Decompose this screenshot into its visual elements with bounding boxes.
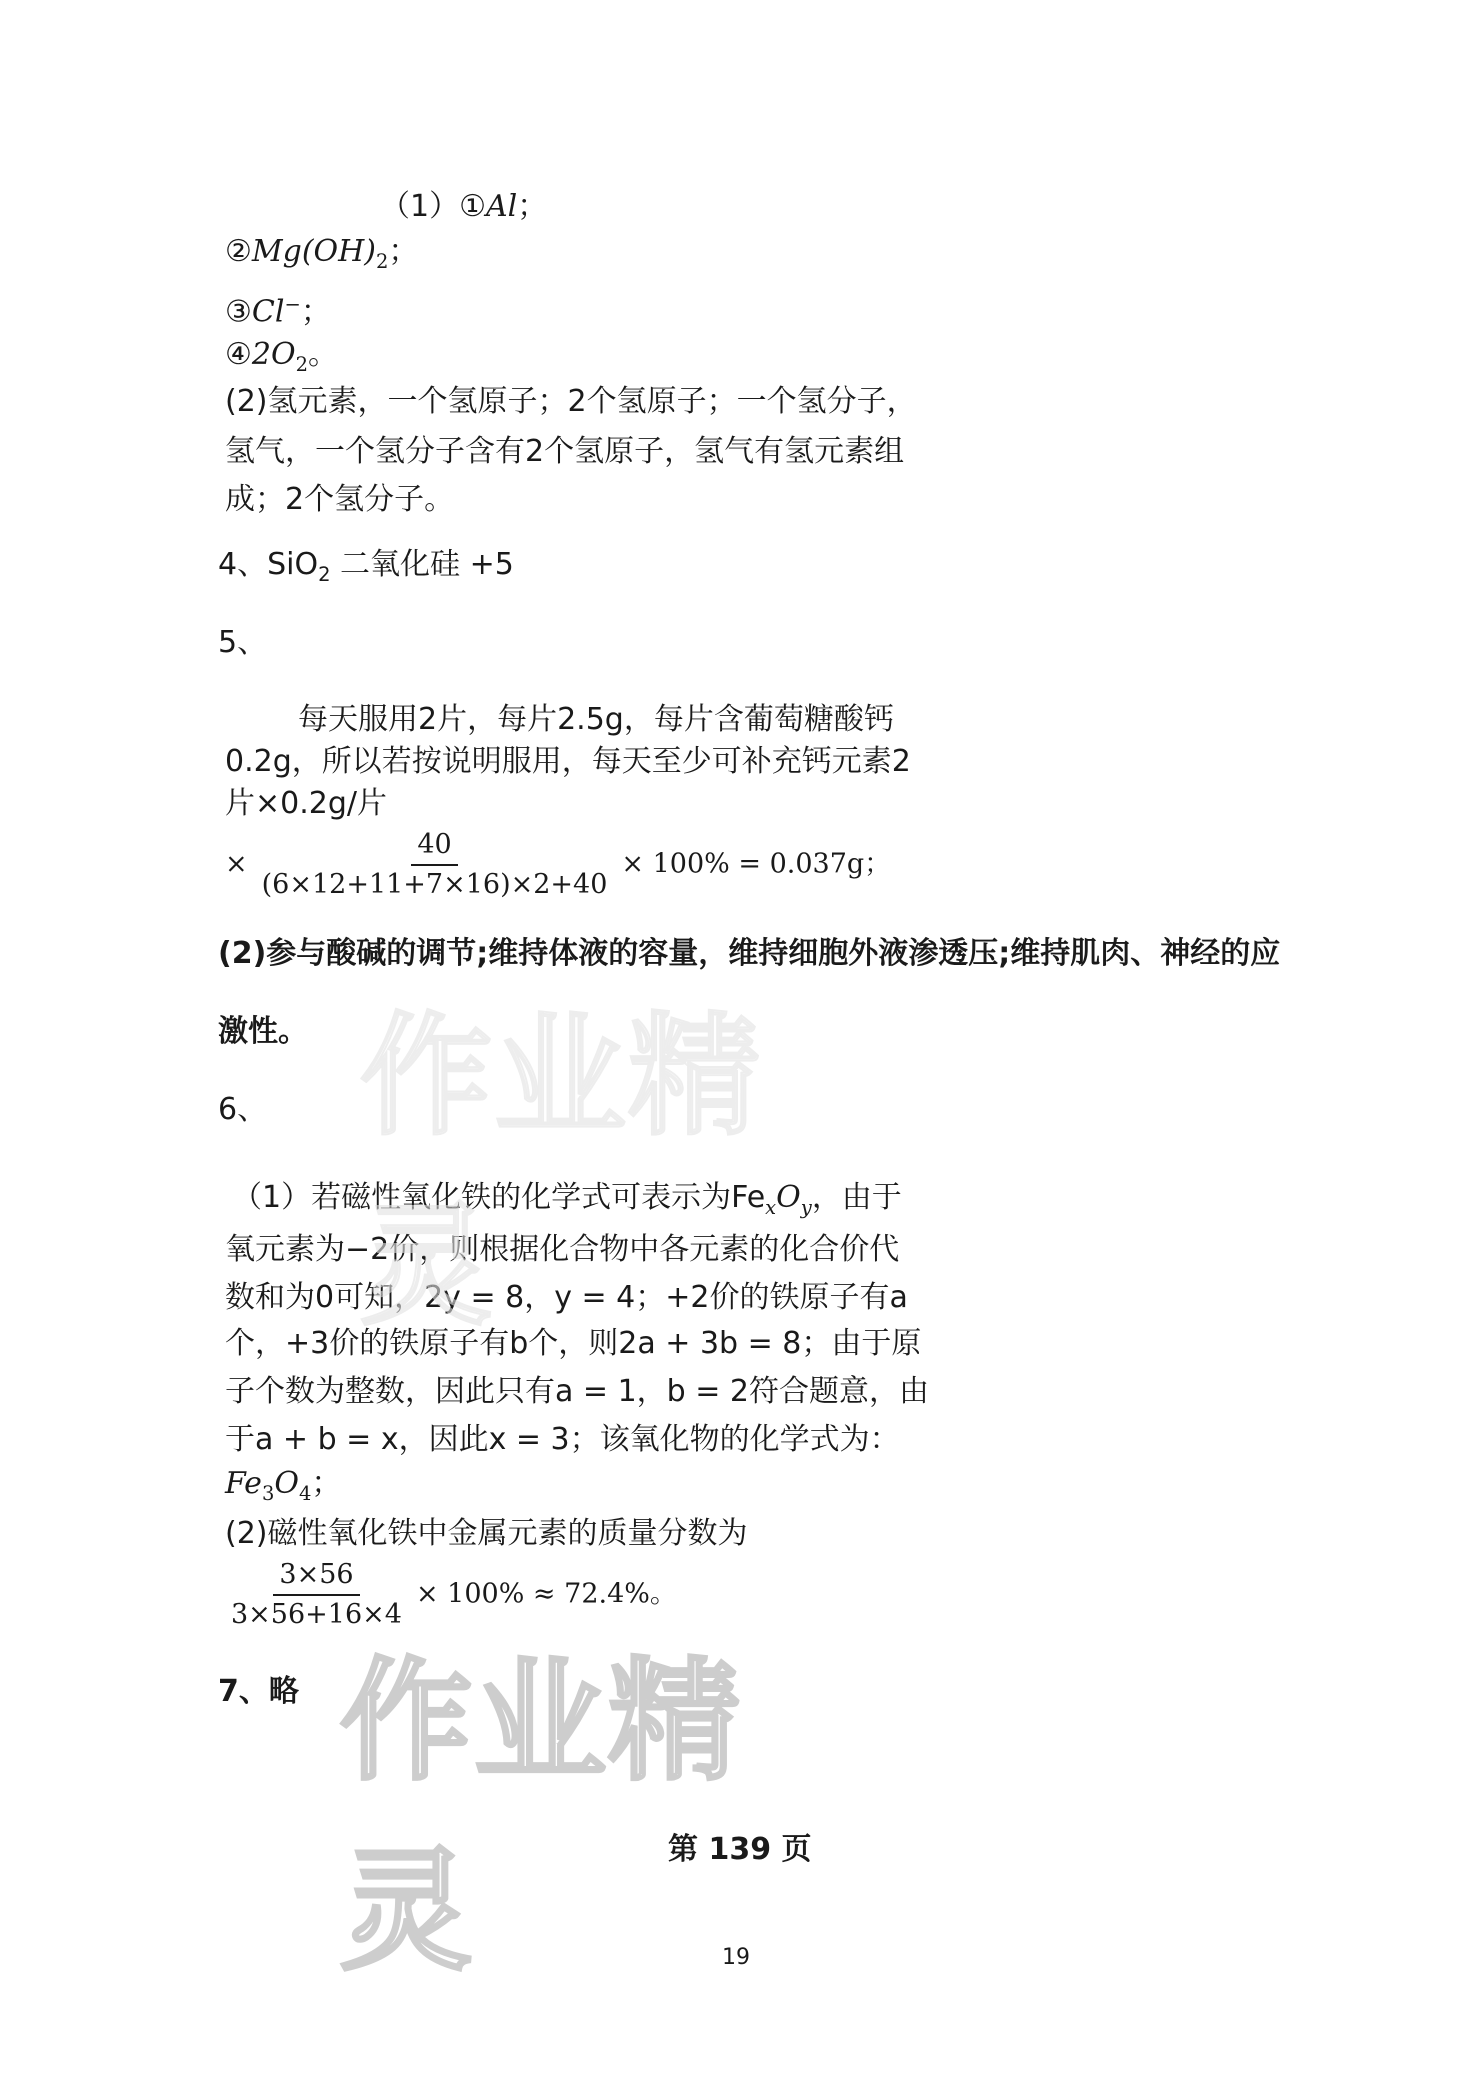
q6-l1-sub-x: x [765, 1195, 777, 1219]
q5-fraction [256, 828, 614, 902]
watermark: 作业精灵 [340, 1645, 742, 1989]
q6-l7-sub1: 3 [261, 1481, 275, 1505]
q3-l2-formula: Mg(OH) [251, 234, 376, 269]
q6-l7-sub2: 4 [298, 1481, 312, 1505]
q4-prefix: 4、SiO [218, 547, 319, 582]
q3-l4-end: 。 [308, 337, 339, 372]
q5-formula [225, 828, 891, 902]
q6-formula-suffix: × 100% ≈ 72.4%。 [415, 1578, 677, 1610]
q3-l1-prefix: （1）① [380, 189, 486, 224]
q5-formula-prefix: × [225, 848, 248, 880]
q3-line-1 [380, 185, 547, 229]
q3-line-3 [225, 283, 331, 335]
q3-l3-end: ； [300, 294, 331, 330]
q6-l1-end: ，由于 [811, 1180, 902, 1215]
q6-l7-fe: Fe [225, 1466, 262, 1501]
q3-l1-formula: Al [485, 189, 518, 224]
q7-answer: 7、略 [218, 1674, 299, 1709]
q6-heading: 6、 [218, 1092, 268, 1127]
q5-fraction-numerator: 40 [411, 828, 457, 866]
q6-line-5: 子个数为整数，因此只有a = 1，b = 2符合题意，由 [225, 1374, 930, 1409]
q6-part2-line: (2)磁性氧化铁中金属元素的质量分数为 [225, 1516, 748, 1551]
q6-l1-mid: O [776, 1180, 801, 1215]
q6-fraction-numerator: 3×56 [273, 1558, 359, 1596]
q5-line-1: 每天服用2片，每片2.5g，每片含葡萄糖酸钙 [298, 702, 894, 737]
q4-answer [218, 545, 514, 595]
q6-l7-end: ； [311, 1466, 342, 1501]
page-number: 19 [722, 1945, 750, 1970]
q3-line-4 [225, 333, 338, 387]
q3-part2-line-1: (2)氢元素，一个氢原子；2个氢原子；一个氢分子， [225, 384, 917, 419]
watermark-faint: 作业精灵 [360, 1000, 762, 1344]
q3-l3-formula: Cl [251, 294, 285, 330]
q3-part2-line-3: 成；2个氢分子。 [225, 482, 455, 517]
q3-l3-superscript: − [284, 293, 301, 316]
q6-line-4: 个，+3价的铁原子有b个，则2a + 3b = 8；由于原 [225, 1326, 922, 1361]
q6-line-2: 氧元素为−2价，则根据化合物中各元素的化合价代 [225, 1232, 900, 1267]
q3-l3-circle: ③ [225, 294, 252, 330]
q5-part2-line-1: (2)参与酸碱的调节;维持体液的容量，维持细胞外液渗透压;维持肌肉、神经的应 [218, 936, 1281, 971]
q6-fraction-denominator: 3×56+16×4 [231, 1599, 402, 1630]
q3-l2-end: ； [388, 234, 419, 269]
q3-l1-end: ； [517, 189, 548, 224]
q6-l1-text: （1）若磁性氧化铁的化学式可表示为Fe [232, 1180, 766, 1215]
q3-l4-formula: 2O [251, 337, 296, 372]
q6-line-7 [225, 1462, 341, 1516]
q5-line-2: 0.2g，所以若按说明服用，每天至少可补充钙元素2 [225, 744, 911, 779]
q6-l1-sub-y: y [800, 1195, 812, 1219]
q5-heading: 5、 [218, 625, 268, 660]
q3-l2-circle: ② [225, 234, 252, 269]
q4-rest: 二氧化硅 +5 [330, 547, 514, 582]
q5-formula-suffix: × 100% = 0.037g； [621, 848, 892, 880]
q5-line-3: 片×0.2g/片 [225, 786, 387, 821]
q3-l2-subscript: 2 [376, 249, 389, 273]
q3-l4-circle: ④ [225, 337, 252, 372]
q3-l4-subscript: 2 [295, 352, 309, 376]
q6-line-6: 于a + b = x，因此x = 3；该氧化物的化学式为： [225, 1422, 900, 1457]
q3-line-2 [225, 230, 418, 284]
q3-part2-line-2: 氢气，一个氢分子含有2个氢原子，氢气有氢元素组 [225, 434, 905, 469]
q5-part2-line-2: 激性。 [218, 1014, 308, 1049]
q6-l7-o: O [274, 1466, 299, 1501]
q6-line-3: 数和为0可知，2y = 8，y = 4；+2价的铁原子有a [225, 1280, 908, 1315]
page-label: 第 139 页 [668, 1832, 812, 1867]
q4-subscript: 2 [318, 562, 331, 586]
q5-fraction-denominator: (6×12+11+7×16)×2+40 [261, 869, 608, 900]
